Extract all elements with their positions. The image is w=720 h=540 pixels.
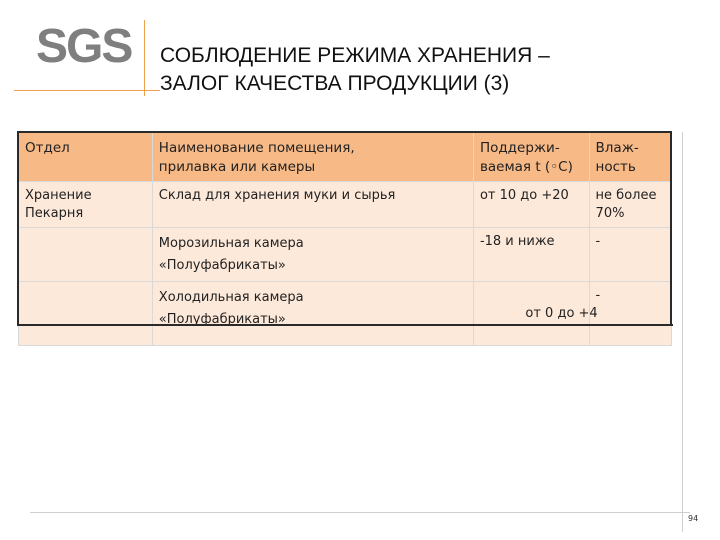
cell-room-name-line1: Холодильная камера: [158, 290, 304, 305]
logo-accent-horizontal-line: [14, 90, 160, 91]
cell-department: [19, 282, 153, 346]
cell-temperature-value: от 0 до +4: [521, 306, 598, 321]
cell-humidity-line1: не более: [595, 188, 657, 203]
cell-room-name-line1: Морозильная камера: [158, 236, 304, 251]
cell-room-name-line2: «Полуфабрикаты»: [158, 312, 286, 327]
cell-temperature-value: от 10 до +20: [479, 188, 569, 203]
header-room-name: [152, 133, 473, 182]
header-room-name-line1: Наименование помещения,: [158, 140, 355, 156]
table-row: [19, 228, 672, 282]
logo-accent-vertical-line: [144, 20, 145, 96]
cell-department: [19, 228, 153, 282]
cell-department-line2: Пекарня: [25, 206, 84, 221]
cell-humidity-value: -: [595, 234, 601, 249]
cell-room-name: [152, 282, 473, 346]
header-department-label: Отдел: [25, 140, 70, 156]
storage-conditions-table: [18, 132, 672, 346]
header-room-name-line2: прилавка или камеры: [158, 159, 316, 175]
cell-humidity: [589, 182, 671, 228]
table-row: [19, 182, 672, 228]
header-humidity-line2: ность: [595, 159, 636, 175]
cell-humidity: [589, 282, 671, 346]
table: [18, 132, 672, 346]
cell-humidity: [589, 228, 671, 282]
title-line-2: ЗАЛОГ КАЧЕСТВА ПРОДУКЦИИ (3): [160, 72, 510, 95]
page-margin-horizontal-line: [30, 512, 690, 513]
table-row: [19, 282, 672, 346]
cell-temperature: [473, 182, 589, 228]
cell-temperature: [473, 228, 589, 282]
sgs-logo: [14, 18, 152, 80]
header-humidity: [589, 133, 671, 182]
slide-title: [160, 42, 680, 98]
cell-department: [19, 182, 153, 228]
cell-room-name: [152, 182, 473, 228]
page-margin-vertical-line: [682, 132, 683, 532]
cell-humidity-line2: 70%: [595, 206, 625, 221]
header-temperature-line1: Поддержи-: [479, 140, 560, 156]
header-temperature: [473, 133, 589, 182]
title-line-1: СОБЛЮДЕНИЕ РЕЖИМА ХРАНЕНИЯ –: [160, 44, 550, 67]
page-number: 94: [688, 514, 699, 523]
cell-department-line1: Хранение: [25, 188, 92, 203]
cell-temperature-value: -18 и ниже: [479, 234, 555, 249]
cell-room-name: [152, 228, 473, 282]
table-header-row: [19, 133, 672, 182]
cell-humidity-value: -: [595, 288, 601, 303]
cell-room-name-line1: Склад для хранения муки и сырья: [158, 188, 396, 203]
cell-room-name-line2: «Полуфабрикаты»: [158, 258, 286, 273]
cell-temperature: [473, 282, 598, 346]
header-temperature-line2: ваемая t (◦С): [479, 159, 573, 175]
logo-wordmark: SGS: [36, 20, 132, 73]
header-department: [19, 133, 153, 182]
header-humidity-line1: Влаж-: [595, 140, 639, 156]
